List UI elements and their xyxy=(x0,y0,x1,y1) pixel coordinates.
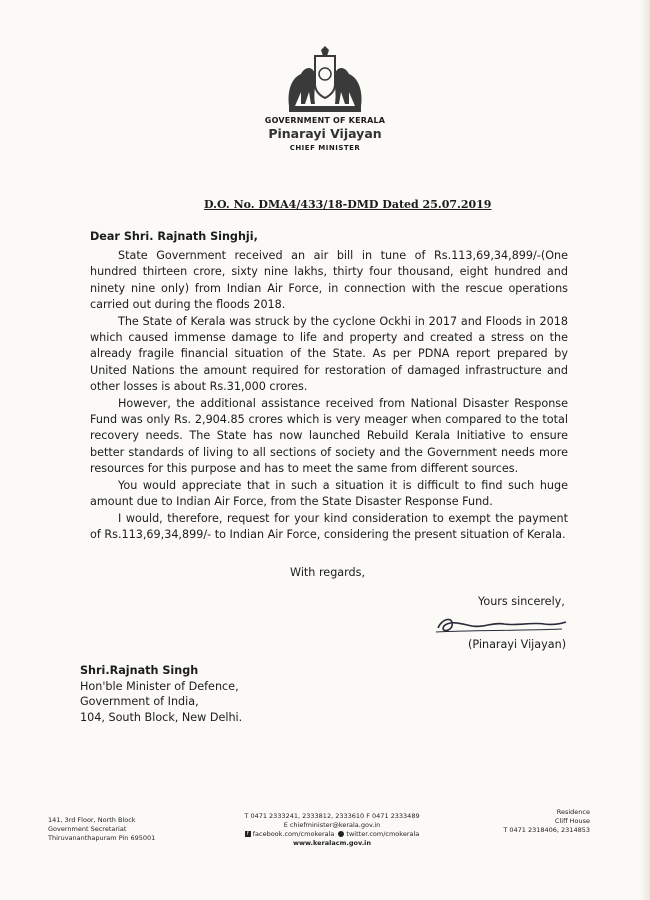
addressee-name: Shri.Rajnath Singh xyxy=(80,664,199,677)
phone-line: T 0471 2333241, 2333812, 2333610 F 0471 2333489 xyxy=(244,812,420,820)
email-line: E chiefminister@kerala.gov.in xyxy=(283,821,381,829)
kerala-emblem-icon xyxy=(285,44,365,116)
yours-sincerely: Yours sincerely, xyxy=(478,595,565,608)
addressee-line: Government of India, xyxy=(80,695,199,708)
addressee-block xyxy=(80,663,242,725)
addressee-line: 104, South Block, New Delhi. xyxy=(80,710,243,724)
contact-block xyxy=(232,812,432,848)
twitter-icon xyxy=(338,831,344,837)
letterhead-title: CHIEF MINISTER xyxy=(289,144,361,152)
signatory-name: (Pinarayi Vijayan) xyxy=(468,638,567,651)
residence-label: Residence xyxy=(556,808,590,816)
addressee-line: Hon'ble Minister of Defence, xyxy=(80,679,239,693)
government-label: GOVERNMENT OF KERALA xyxy=(264,116,386,125)
paragraph: You would appreciate that in such a situation it is difficult to find such huge amount due to Indian Air Force, from the State Disaster Response Fund. xyxy=(90,478,568,509)
paragraph: The State of Kerala was struck by the cyclone Ockhi in 2017 and Floods in 2018 which caused immense damage to life and property and created a stress on the already fragile financial situation of the State. As per PDNA report prepared by United Nations the amount required for restoration of damaged infrastructure and other losses is about Rs.31,000 crores. xyxy=(90,314,568,394)
facebook-link[interactable]: facebook.com/cmokerala xyxy=(252,830,335,838)
residence-name: Cliff House xyxy=(554,817,590,825)
social-line xyxy=(232,830,432,839)
reference-number: D.O. No. DMA4/433/18-DMD Dated 25.07.2019 xyxy=(204,198,492,211)
residence-phone: T 0471 2318406, 2314853 xyxy=(503,826,590,834)
regards: With regards, xyxy=(290,566,366,579)
page-edge xyxy=(640,0,650,900)
twitter-link[interactable]: twitter.com/cmokerala xyxy=(346,830,420,838)
paragraph: However, the additional assistance received from National Disaster Response Fund was only Rs. 2,904.85 crores which is very meager when compared to the total recovery needs. The State has now launched Rebuild Kerala Initiative to ensure better standards of living to all sections of society and the Government needs more resources for this purpose and has to meet the same from different sources. xyxy=(90,396,568,476)
website-link[interactable]: www.keralacm.gov.in xyxy=(292,839,372,847)
office-line: 141, 3rd Floor, North Block xyxy=(48,816,136,824)
signature-image xyxy=(432,610,572,638)
facebook-icon: f xyxy=(245,831,251,837)
salutation: Dear Shri. Rajnath Singhji, xyxy=(90,230,258,243)
residence-block xyxy=(480,808,590,835)
office-line: Thiruvananthapuram Pin 695001 xyxy=(48,834,156,842)
letter-body xyxy=(90,248,568,543)
letterhead-name: Pinarayi Vijayan xyxy=(268,126,382,141)
paragraph: I would, therefore, request for your kind consideration to exempt the payment of Rs.113,69,34,899/- to Indian Air Force, considering the present situation of Kerala. xyxy=(90,511,568,541)
paragraph: State Government received an air bill in tune of Rs.113,69,34,899/-(One hundred thirteen crore, sixty nine lakhs, thirty four thousand, eight hundred and ninety nine only) from Indian Air Force, in connection with the rescue operations carried out during the floods 2018. xyxy=(90,249,568,312)
office-line: Government Secretariat xyxy=(48,825,127,833)
office-address xyxy=(48,816,155,843)
